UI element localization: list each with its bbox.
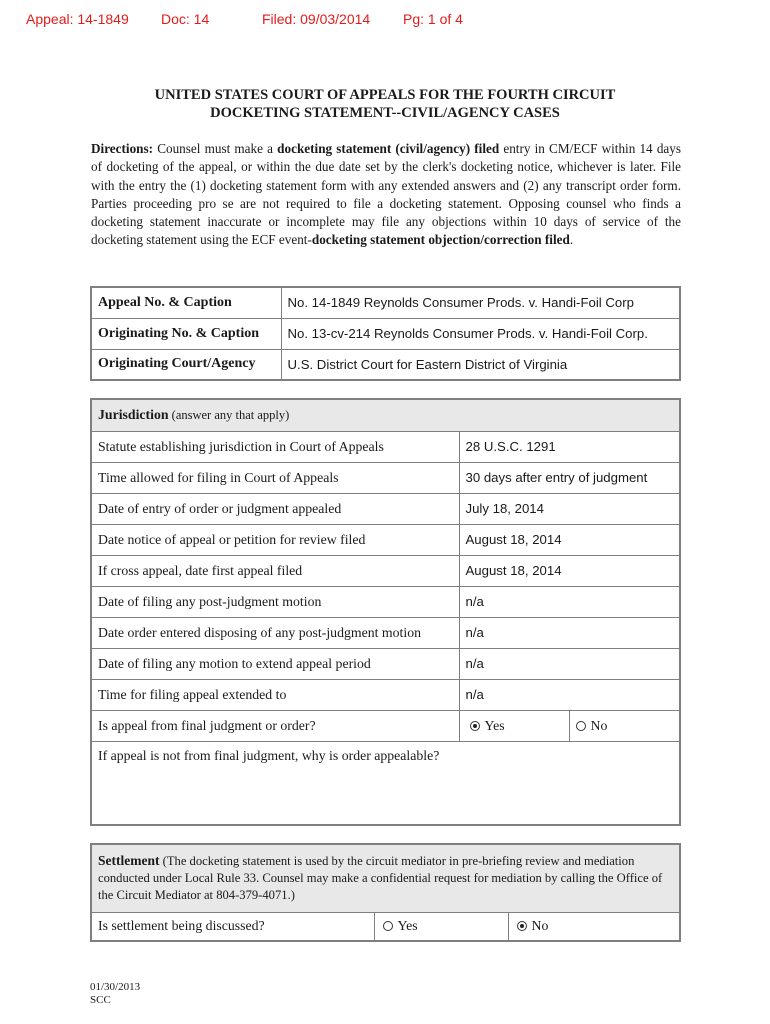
directions-label: Directions:: [91, 141, 154, 156]
caption-label: Originating Court/Agency: [91, 349, 281, 380]
jurisdiction-value-field[interactable]: n/a: [459, 617, 680, 648]
jurisdiction-row: [91, 555, 680, 586]
jurisdiction-label: Time for filing appeal extended to: [91, 679, 459, 710]
jurisdiction-title: Jurisdiction: [98, 407, 169, 423]
settlement-yes-option[interactable]: [374, 912, 508, 941]
form-code: SCC: [90, 994, 111, 1006]
final-no-label: No: [590, 717, 608, 733]
final-yes-radio[interactable]: [470, 721, 480, 731]
jurisdiction-value-field[interactable]: 28 U.S.C. 1291: [459, 431, 680, 462]
appealable-reason-row: [91, 741, 680, 825]
jurisdiction-label: Date of entry of order or judgment appealed: [91, 493, 459, 524]
caption-label: Appeal No. & Caption: [91, 287, 281, 318]
final-judgment-row: [91, 710, 680, 741]
settlement-body: (The docketing statement is used by the circuit mediator in pre-briefing review and mediation conducted under Local Rule 33. Counsel may make a confidential request for mediation by calling the Office of the Circuit Mediator at 804-379-4071.): [98, 854, 663, 903]
directions-text: entry in CM/ECF within 14 days of docketing of the appeal, or within the due date set by the clerk's docketing notice, whichever is later. File with the entry the (1) docketing statement form with any extended answers and (2) any transcript order form. Parties proceeding pro se are not required to file a docketing statement. Opposing counsel who finds a docketing statement inaccurate or incomplete may file any objections within 10 days of service of the docketing statement using the ECF event-: [91, 141, 681, 248]
stamp-doc: Doc: 14: [161, 11, 210, 27]
settlement-row: [91, 912, 680, 941]
final-judgment-no-option[interactable]: [569, 710, 680, 741]
jurisdiction-label: Date order entered disposing of any post-judgment motion: [91, 617, 459, 648]
jurisdiction-label: Statute establishing jurisdiction in Court of Appeals: [91, 431, 459, 462]
jurisdiction-label: If cross appeal, date first appeal filed: [91, 555, 459, 586]
caption-table: [90, 286, 681, 381]
document-heading: [0, 86, 770, 122]
caption-label: Originating No. & Caption: [91, 318, 281, 349]
heading-line-2: DOCKETING STATEMENT--CIVIL/AGENCY CASES: [210, 105, 560, 121]
final-judgment-question: Is appeal from final judgment or order?: [91, 710, 459, 741]
jurisdiction-row: [91, 462, 680, 493]
final-judgment-yes-option[interactable]: [459, 710, 569, 741]
settlement-title: Settlement: [98, 853, 160, 869]
jurisdiction-value-field[interactable]: July 18, 2014: [459, 493, 680, 524]
settlement-no-option[interactable]: [508, 912, 680, 941]
settlement-header: [91, 844, 680, 912]
settlement-table: [90, 843, 681, 942]
stamp-page: Pg: 1 of 4: [403, 11, 463, 27]
form-revision-date: 01/30/2013: [90, 981, 141, 993]
settlement-description: [91, 844, 680, 912]
jurisdiction-label: Time allowed for filing in Court of Appeals: [91, 462, 459, 493]
caption-value-field[interactable]: No. 14-1849 Reynolds Consumer Prods. v. Handi-Foil Corp: [281, 287, 680, 318]
directions-text: Counsel must make a: [153, 141, 278, 156]
jurisdiction-row: [91, 431, 680, 462]
jurisdiction-value-field[interactable]: n/a: [459, 586, 680, 617]
final-no-radio[interactable]: [576, 721, 586, 731]
final-yes-label: Yes: [484, 717, 505, 733]
directions-paragraph: [91, 140, 681, 250]
directions-text: .: [569, 232, 574, 248]
jurisdiction-subtitle: (answer any that apply): [168, 408, 290, 423]
jurisdiction-row: [91, 493, 680, 524]
settlement-question: Is settlement being discussed?: [91, 912, 374, 941]
jurisdiction-label: Date of filing any motion to extend appeal period: [91, 648, 459, 679]
jurisdiction-value-field[interactable]: n/a: [459, 648, 680, 679]
caption-value-field[interactable]: U.S. District Court for Eastern District of Virginia: [281, 349, 680, 380]
settlement-yes-radio[interactable]: [383, 921, 393, 931]
settlement-no-radio[interactable]: [517, 921, 527, 931]
jurisdiction-label: Date of filing any post-judgment motion: [91, 586, 459, 617]
jurisdiction-row: [91, 648, 680, 679]
jurisdiction-row: [91, 679, 680, 710]
appealable-reason-question: If appeal is not from final judgment, why is order appealable?: [98, 747, 440, 763]
jurisdiction-label: Date notice of appeal or petition for review filed: [91, 524, 459, 555]
jurisdiction-row: [91, 586, 680, 617]
jurisdiction-value-field[interactable]: August 18, 2014: [459, 524, 680, 555]
jurisdiction-row: [91, 524, 680, 555]
caption-row: [91, 349, 680, 380]
settlement-no-label: No: [531, 918, 549, 934]
directions-bold-event: docketing statement (civil/agency) filed: [277, 141, 500, 156]
appealable-reason-cell[interactable]: [91, 741, 680, 825]
jurisdiction-value-field[interactable]: n/a: [459, 679, 680, 710]
stamp-appeal: Appeal: 14-1849: [26, 11, 129, 27]
jurisdiction-table: [90, 398, 681, 826]
caption-value-field[interactable]: No. 13-cv-214 Reynolds Consumer Prods. v. Handi-Foil Corp.: [281, 318, 680, 349]
directions-bold-event: docketing statement objection/correction filed: [311, 232, 570, 248]
jurisdiction-title-cell: [91, 399, 680, 431]
settlement-yes-label: Yes: [397, 918, 418, 934]
jurisdiction-row: [91, 617, 680, 648]
jurisdiction-header: [91, 399, 680, 431]
heading-line-1: UNITED STATES COURT OF APPEALS FOR THE FOURTH CIRCUIT: [154, 87, 616, 103]
jurisdiction-value-field[interactable]: August 18, 2014: [459, 555, 680, 586]
form-footer: [90, 981, 140, 1007]
caption-row: [91, 318, 680, 349]
stamp-filed: Filed: 09/03/2014: [262, 11, 371, 27]
jurisdiction-value-field[interactable]: 30 days after entry of judgment: [459, 462, 680, 493]
caption-row: [91, 287, 680, 318]
